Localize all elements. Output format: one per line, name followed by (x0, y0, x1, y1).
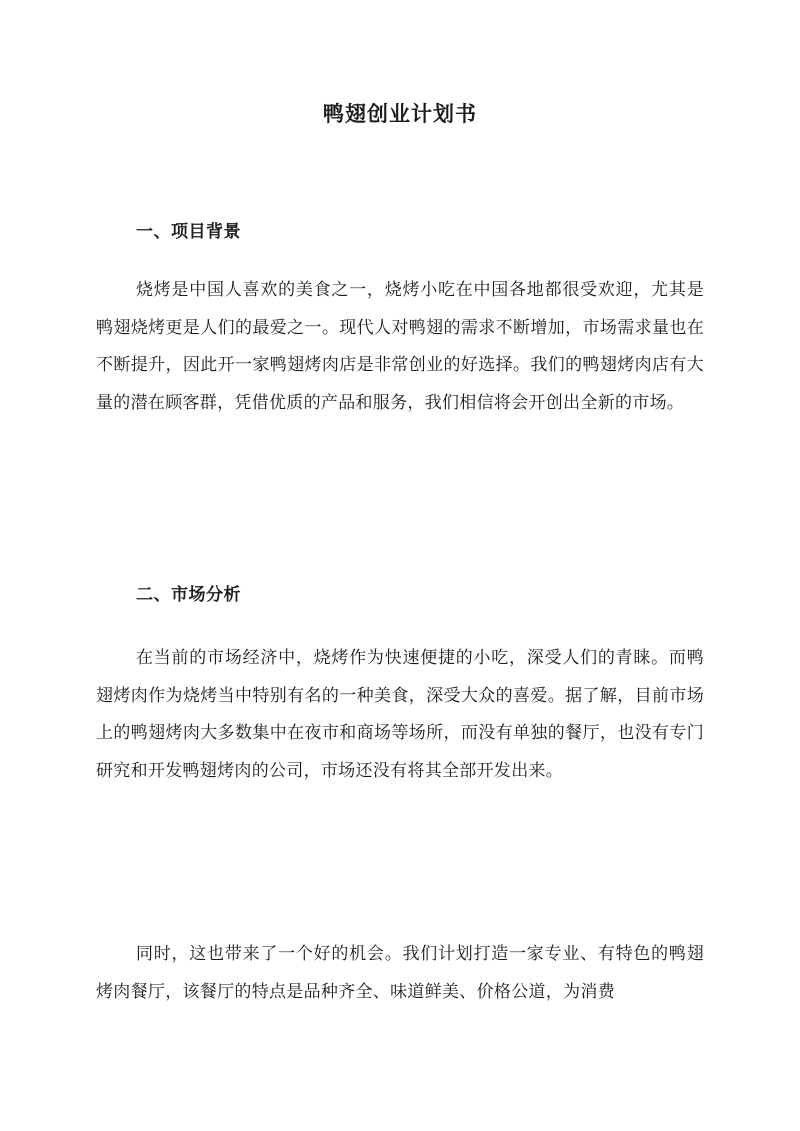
paragraph-market-analysis-1: 在当前的市场经济中，烧烤作为快速便捷的小吃，深受人们的青睐。而鸭翅烤肉作为烧烤当中特别有名的一种美食，深受大众的喜爱。据了解，目前市场上的鸭翅烤肉大多数集中在夜市和商场等场所，而没有单独的餐厅，也没有专门研究和开发鸭翅烤肉的公司，市场还没有将其全部开发出来。 (96, 648, 704, 781)
section-heading-market-analysis: 二、市场分析 (136, 585, 241, 605)
section-heading-project-background: 一、项目背景 (136, 222, 241, 242)
paragraph-market-analysis-2: 同时，这也带来了一个好的机会。我们计划打造一家专业、有特色的鸭翅烤肉餐厅，该餐厅的特点是品种齐全、味道鲜美、价格公道，为消费 (96, 944, 704, 1002)
paragraph-project-background: 烧烤是中国人喜欢的美食之一，烧烤小吃在中国各地都很受欢迎，尤其是鸭翅烧烤更是人们的最爱之一。现代人对鸭翅的需求不断增加，市场需求量也在不断提升，因此开一家鸭翅烤肉店是非常创业的好选择。我们的鸭翅烤肉店有大量的潜在顾客群，凭借优质的产品和服务，我们相信将会开创出全新的市场。 (96, 280, 704, 413)
document-title: 鸭翅创业计划书 (323, 101, 477, 126)
